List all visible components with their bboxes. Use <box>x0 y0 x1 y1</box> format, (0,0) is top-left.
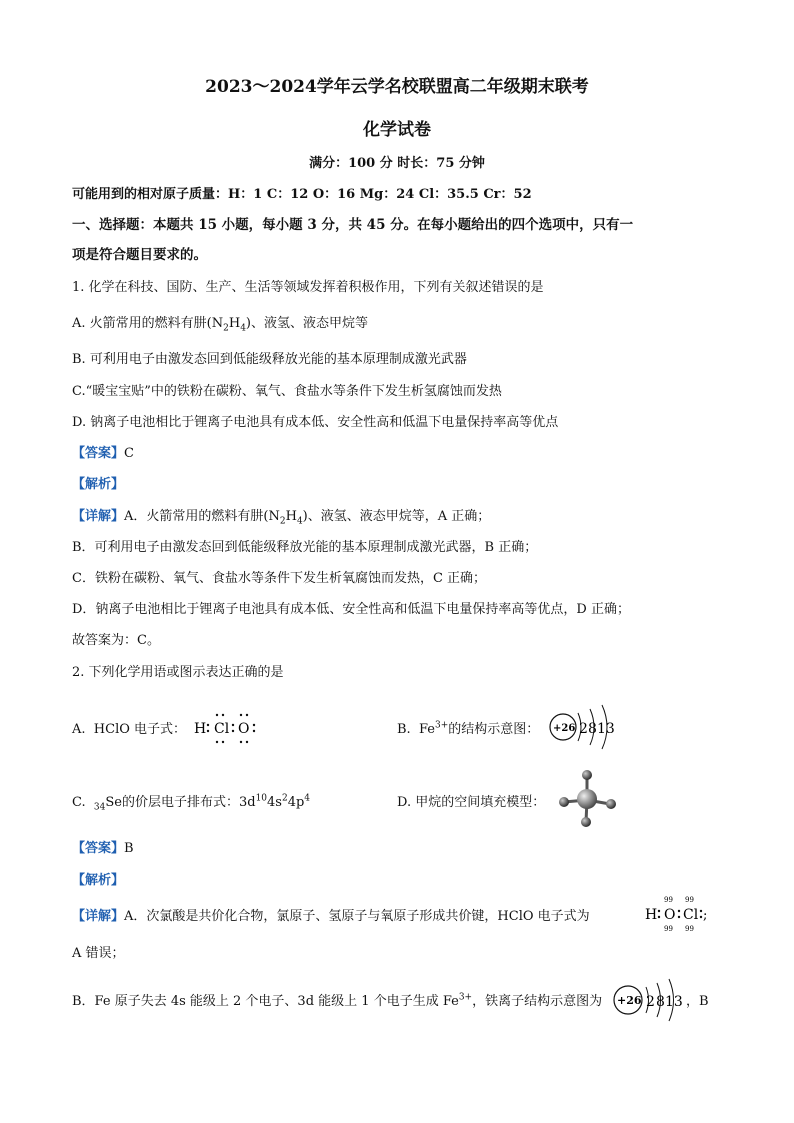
methane-ball-model <box>556 768 622 828</box>
exam-subtitle: 化学试卷 <box>363 120 431 140</box>
q2-option-d: D. 甲烷的空间填充模型： <box>397 795 546 810</box>
q1-detail-a: 【详解】A．火箭常用的燃料有肼$(N_2H_4)$、液氢、液态甲烷等，A 正确； <box>72 509 491 527</box>
svg-text:8: 8 <box>656 994 665 1010</box>
q2-detail-a-cont: A 错误； <box>72 946 125 961</box>
svg-text:8: 8 <box>588 721 597 737</box>
svg-text:99: 99 <box>685 896 694 904</box>
svg-text:13: 13 <box>665 994 683 1010</box>
q2-option-a: A. HClO 电子式： <box>72 722 187 737</box>
q1-detail-c: C．铁粉在碳粉、氧气、食盐水等条件下发生析氧腐蚀而发热，C 正确； <box>72 571 487 586</box>
svg-text:H: H <box>194 721 207 737</box>
q2-option-b: B. $Fe^{3+}$的结构示意图： <box>397 720 540 737</box>
svg-text:99: 99 <box>664 896 673 904</box>
fe3-structure-diagram <box>548 697 618 755</box>
q2-answer: 【答案】B <box>72 841 134 856</box>
q2-detail-a: 【详解】A．次氯酸是共价化合物，氯原子、氢原子与氧原子形成共价键，HClO 电子式为 <box>72 909 590 924</box>
hclo-electron-formula-wrong <box>192 705 272 745</box>
q1-option-b: B. 可利用电子由激发态回到低能级释放光能的基本原理制成激光武器 <box>72 352 467 367</box>
hclo-electron-formula-correct <box>645 893 707 933</box>
q2-option-c: C. $_{34}$Se的价层电子排布式：$3d^{10}4s^24p^4$ <box>72 793 311 813</box>
section-heading-cont: 项是符合题目要求的。 <box>72 247 207 263</box>
svg-text:Cl: Cl <box>214 721 230 737</box>
svg-text:2: 2 <box>579 721 588 737</box>
svg-text:13: 13 <box>597 721 615 737</box>
svg-text:+26: +26 <box>617 994 642 1007</box>
exam-meta: 满分：100 分 时长：75 分钟 <box>309 156 485 171</box>
exam-title: 2023～2024学年云学名校联盟高二年级期末联考 <box>205 77 589 97</box>
svg-text:+26: +26 <box>553 723 576 734</box>
svg-text:Cl: Cl <box>683 907 699 923</box>
q2-analysis-tag: 【解析】 <box>72 873 125 888</box>
svg-text:O: O <box>664 907 676 923</box>
section-heading: 一、选择题：本题共 15 小题，每小题 3 分，共 45 分。在每小题给出的四个选项中，只有一 <box>72 217 634 233</box>
q1-detail-b: B．可利用电子由激发态回到低能级释放光能的基本原理制成激光武器，B 正确； <box>72 540 538 555</box>
q1-option-d: D. 钠离子电池相比于锂离子电池具有成本低、安全性高和低温下电量保持率高等优点 <box>72 415 559 430</box>
svg-text:2: 2 <box>646 994 655 1010</box>
q2-detail-b: B．Fe 原子失去 4s 能级上 2 个电子、3d 能级上 1 个电子生成 $Fe^{3+}$，铁离子结构示意图为 <box>72 992 603 1009</box>
q1-option-c: C.“暖宝宝贴”中的铁粉在碳粉、氧气、食盐水等条件下发生析氢腐蚀而发热 <box>72 384 502 399</box>
svg-text:O: O <box>238 721 250 737</box>
svg-text:99: 99 <box>685 925 694 933</box>
q2-detail-b-end: ，B <box>686 994 709 1009</box>
q1-detail-d: D．钠离子电池相比于锂离子电池具有成本低、安全性高和低温下电量保持率高等优点，D 正确； <box>72 602 630 617</box>
q1-stem: 1. 化学在科技、国防、生产、生活等领域发挥着积极作用，下列有关叙述错误的是 <box>72 280 544 295</box>
svg-text:H: H <box>645 907 658 923</box>
atomic-mass-line: 可能用到的相对原子质量：H：1 C：12 O：16 Mg：24 Cl：35.5 Cr：52 <box>72 187 532 202</box>
svg-text:;: ; <box>703 908 707 923</box>
q1-analysis-tag: 【解析】 <box>72 477 125 492</box>
q2-stem: 2. 下列化学用语或图示表达正确的是 <box>72 665 284 680</box>
q1-conclusion: 故答案为：C。 <box>72 633 160 648</box>
svg-text:99: 99 <box>664 925 673 933</box>
q1-option-a: A. 火箭常用的燃料有肼$(N_2H_4)$、液氢、液态甲烷等 <box>72 316 368 334</box>
fe3-structure-diagram-answer <box>612 975 684 1025</box>
q1-answer: 【答案】C <box>72 446 134 461</box>
